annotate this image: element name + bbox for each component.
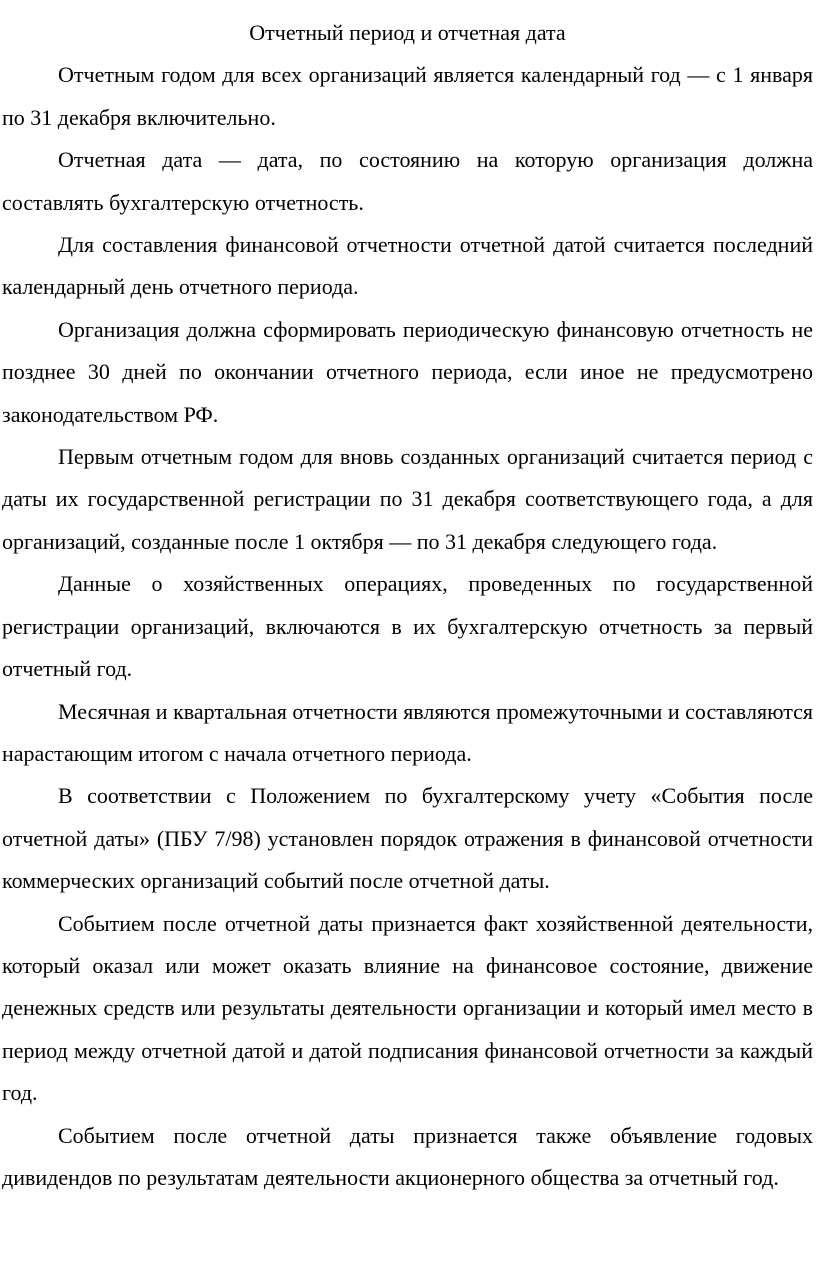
- document-body: [2, 54, 813, 1199]
- paragraph: Первым отчетным годом для вновь созданных организаций считается период с даты их государственной регистрации по 31 декабря соответствующего года, а для организаций, созданные после 1 октября — по 31 декабря следующего года.: [2, 444, 813, 554]
- paragraph: Событием после отчетной даты признается также объявление годовых дивидендов по результатам деятельности акционерного общества за отчетный год.: [2, 1122, 813, 1190]
- paragraph: Отчетным годом для всех организаций является календарный год — с 1 января по 31 декабря включительно.: [2, 62, 813, 130]
- paragraph: Для составления финансовой отчетности отчетной датой считается последний календарный день отчетного периода.: [2, 232, 813, 300]
- paragraph: В соответствии с Положением по бухгалтерскому учету «События после отчетной даты» (ПБУ 7/98) установлен порядок отражения в финансовой отчетности коммерческих организаций событий после отчетной даты.: [2, 783, 813, 894]
- page-title: Отчетный период и отчетная дата: [249, 20, 566, 45]
- paragraph: Событием после отчетной даты признается факт хозяйственной деятельности, который оказал или может оказать влияние на финансовое состояние, движение денежных средств или результаты деятельности организации и который имел место в период между отчетной датой и датой подписания финансовой отчетности за каждый год.: [2, 910, 813, 1106]
- paragraph: Месячная и квартальная отчетности являются промежуточными и составляются нарастающим итогом с начала отчетного периода.: [2, 698, 813, 766]
- paragraph: Отчетная дата — дата, по состоянию на которую организация должна составлять бухгалтерскую отчетность.: [2, 147, 813, 215]
- paragraph: Организация должна сформировать периодическую финансовую отчетность не позднее 30 дней по окончании отчетного периода, если иное не предусмотрено законодательством РФ.: [2, 316, 813, 427]
- paragraph: Данные о хозяйственных операциях, проведенных по государственной регистрации организаций, включаются в их бухгалтерскую отчетность за первый отчетный год.: [2, 571, 813, 682]
